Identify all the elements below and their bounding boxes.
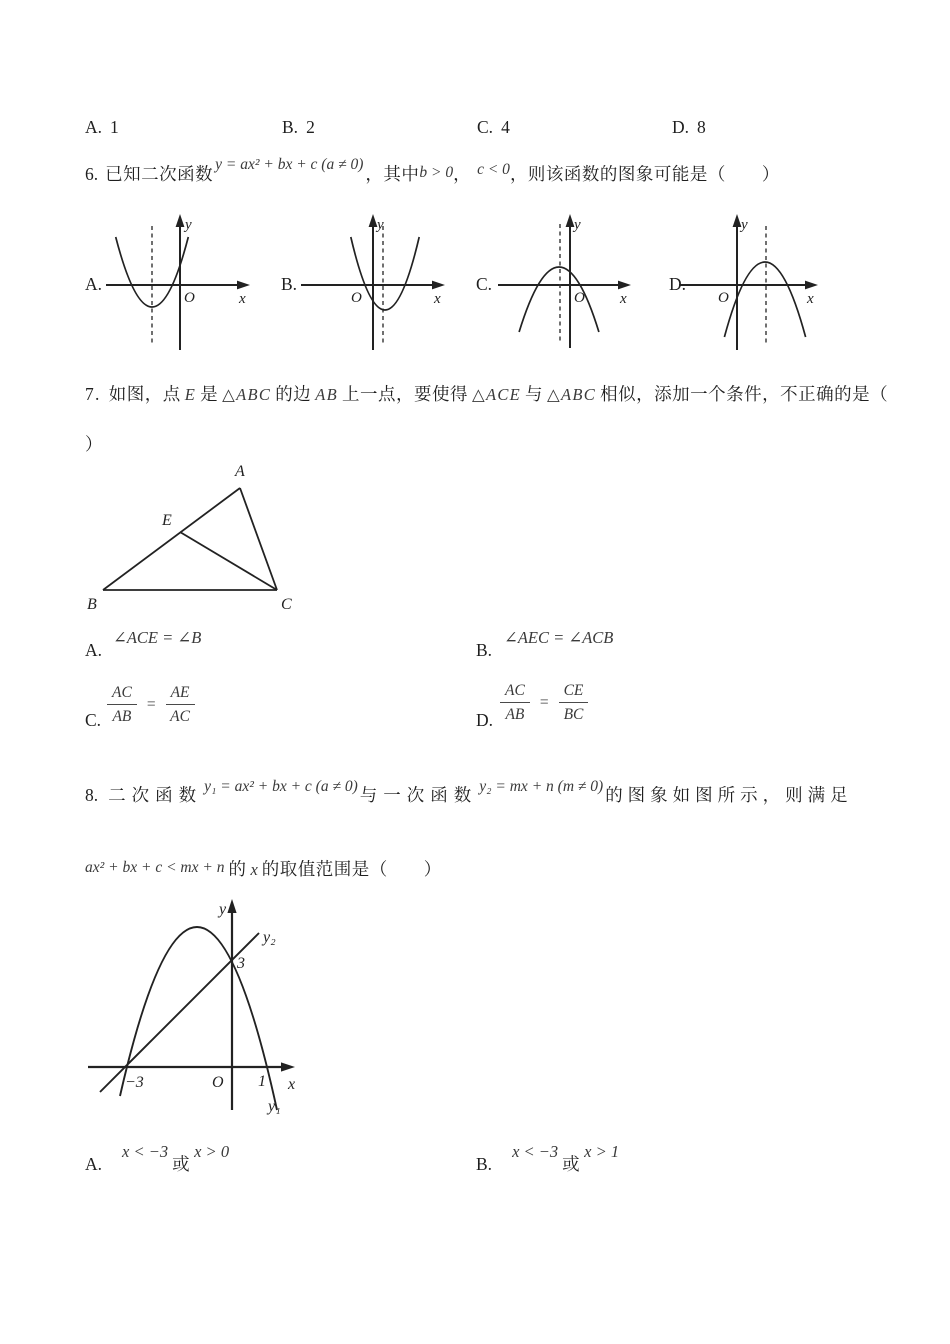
fraction [107, 683, 137, 727]
q7-text-3: 的边 [275, 384, 312, 404]
y-axis-label: y [574, 217, 581, 233]
q7-option-b-formula: ∠AEC = ∠ACB [504, 628, 614, 647]
y-axis-label: y [741, 217, 748, 233]
q8-range-text: 的取值范围是（ ） [261, 859, 442, 879]
x-axis-label: x [434, 291, 441, 307]
x-axis-arrow-icon [237, 281, 250, 290]
q6-graph-a-label: A. [85, 274, 103, 294]
q6-graph-d-label: D. [669, 274, 687, 294]
q8-stem-line2 [85, 856, 442, 881]
q8-math-x: x [250, 860, 258, 879]
fraction-numerator: AC [500, 681, 530, 703]
q8-option-b-label: B. [476, 1154, 493, 1174]
option-label: B. [282, 117, 299, 137]
y1-curve-label: y₁ [268, 1098, 281, 1115]
q7-math-abc2: △ABC [547, 385, 597, 404]
q7-text-6: 相似，添加一个条件，不正确的是（ [600, 384, 889, 404]
triangle-side-ac [240, 488, 277, 590]
q7-text-5: 与 [525, 384, 544, 404]
q8-option-b-part2: x > 1 [584, 1142, 620, 1161]
q6-graph-c [478, 212, 638, 352]
q7-option-c-formula [107, 683, 195, 727]
prev-option-d [672, 117, 706, 138]
q8-option-b [476, 1142, 623, 1176]
fraction-denominator: AB [505, 706, 525, 724]
origin-label: O [351, 290, 362, 306]
triangle-side-ba [103, 488, 240, 590]
q8-formula-2: y₂ = mx + n (m ≠ 0) [479, 778, 604, 795]
q6-condition-c: c < 0 [477, 161, 510, 178]
q6-graph-c-label: C. [476, 274, 493, 294]
q7-number: 7. [85, 384, 101, 404]
option-label: A. [85, 117, 103, 137]
x-intercept-right-label: 1 [258, 1073, 266, 1090]
q8-option-b-conjunction: 或 [562, 1154, 581, 1174]
origin-label: O [574, 290, 585, 306]
q8-option-a-conjunction: 或 [172, 1154, 191, 1174]
origin-label: O [718, 290, 729, 306]
q6-formula: y = ax² + bx + c (a ≠ 0) [215, 156, 364, 173]
fraction-numerator: AC [107, 683, 137, 705]
origin-label: O [212, 1074, 224, 1091]
x-axis-arrow-icon [618, 281, 631, 290]
q8-option-a-part1: x < −3 [122, 1142, 169, 1161]
q6-stem [85, 156, 780, 186]
line-y2 [100, 933, 259, 1092]
fraction [166, 683, 195, 727]
q8-stem-line1 [85, 778, 853, 807]
equals-sign: = [146, 695, 156, 713]
q6-graph-b-label: B. [281, 274, 298, 294]
vertex-b-label: B [87, 596, 97, 613]
q7-option-d-label: D. [476, 710, 494, 730]
q6-mid-text: ，其中 [365, 164, 420, 184]
parabola-curve [519, 267, 599, 332]
q8-option-a-part2: x > 0 [194, 1142, 230, 1161]
equals-sign: = [539, 693, 549, 711]
q8-formula-1: y₁ = ax² + bx + c (a ≠ 0) [204, 778, 358, 795]
y-axis-arrow-icon [227, 899, 236, 913]
q7-text-4: 上一点，要使得 [341, 384, 468, 404]
q7-math-abc: △ABC [222, 385, 272, 404]
q8-tail-text: 的图象如图所示，则满足 [605, 785, 853, 805]
q8-number: 8. [85, 785, 99, 805]
prev-option-a [85, 117, 119, 138]
y-axis-label: y [219, 901, 227, 918]
fraction-denominator: AC [170, 708, 190, 726]
q7-stem-line2: ） [85, 434, 103, 454]
fraction [500, 681, 530, 725]
x-axis-arrow-icon [281, 1062, 295, 1071]
x-axis-arrow-icon [805, 281, 818, 290]
origin-label: O [184, 290, 195, 306]
vertex-a-label: A [235, 463, 245, 480]
q7-math-ace: △ACE [471, 385, 522, 404]
option-label: C. [477, 117, 494, 137]
q8-option-b-part1: x < −3 [512, 1142, 559, 1161]
y-axis-arrow-icon [176, 214, 185, 227]
q7-option-a-formula: ∠ACE = ∠B [113, 628, 202, 647]
fraction-denominator: AB [112, 708, 132, 726]
option-value: 8 [697, 117, 706, 137]
q6-comma: ， [453, 164, 472, 184]
q7-option-d-formula [500, 681, 588, 725]
q7-option-b-label: B. [476, 640, 493, 660]
x-axis-label: x [288, 1076, 296, 1093]
q8-option-a-label: A. [85, 1154, 103, 1174]
vertex-c-label: C [281, 596, 292, 613]
q8-lead-text: 二次函数 [108, 785, 203, 805]
q8-option-a [85, 1142, 233, 1176]
prev-option-b [282, 117, 315, 138]
x-axis-label: x [807, 291, 814, 307]
q6-tail-text: ，则该函数的图象可能是（ ） [509, 164, 780, 184]
fraction-numerator: CE [559, 681, 589, 703]
q7-math-ab: AB [315, 385, 338, 404]
q8-mid-text: 与一次函数 [359, 785, 478, 805]
segment-ec [180, 532, 277, 590]
x-axis-label: x [620, 291, 627, 307]
x-axis-label: x [239, 291, 246, 307]
q6-number: 6. [85, 164, 99, 184]
y-intercept-label: 3 [237, 955, 245, 972]
q7-text-1: 如图，点 [108, 384, 181, 404]
q7-stem-line1 [85, 381, 888, 406]
q8-text-de: 的 [228, 859, 247, 879]
fraction [559, 681, 589, 725]
x-intercept-left-label: −3 [125, 1074, 144, 1091]
y-axis-label: y [185, 217, 192, 233]
y2-curve-label: y₂ [263, 929, 276, 946]
q6-condition-b: b > 0 [419, 164, 454, 181]
q7-math-e: E [184, 385, 197, 404]
fraction-numerator: AE [166, 683, 195, 705]
option-value: 1 [110, 117, 119, 137]
q6-lead-text: 已知二次函数 [105, 164, 214, 184]
q8-function-graph [85, 896, 315, 1124]
point-e-label: E [162, 512, 172, 529]
option-value: 2 [306, 117, 315, 137]
q6-graph-b [295, 212, 455, 352]
fraction-denominator: BC [563, 706, 584, 724]
q8-inequality-formula: ax² + bx + c < mx + n [85, 859, 225, 876]
q7-text-2: 是 [200, 384, 219, 404]
q6-graph-d [665, 212, 825, 352]
q7-option-a-label: A. [85, 640, 103, 660]
y-axis-label: y [377, 217, 384, 233]
option-label: D. [672, 117, 690, 137]
q7-option-c-label: C. [85, 710, 102, 730]
q6-graph-a [100, 212, 260, 352]
q7-triangle-figure [85, 458, 310, 618]
x-axis-arrow-icon [432, 281, 445, 290]
option-value: 4 [501, 117, 510, 137]
prev-option-c [477, 117, 510, 138]
